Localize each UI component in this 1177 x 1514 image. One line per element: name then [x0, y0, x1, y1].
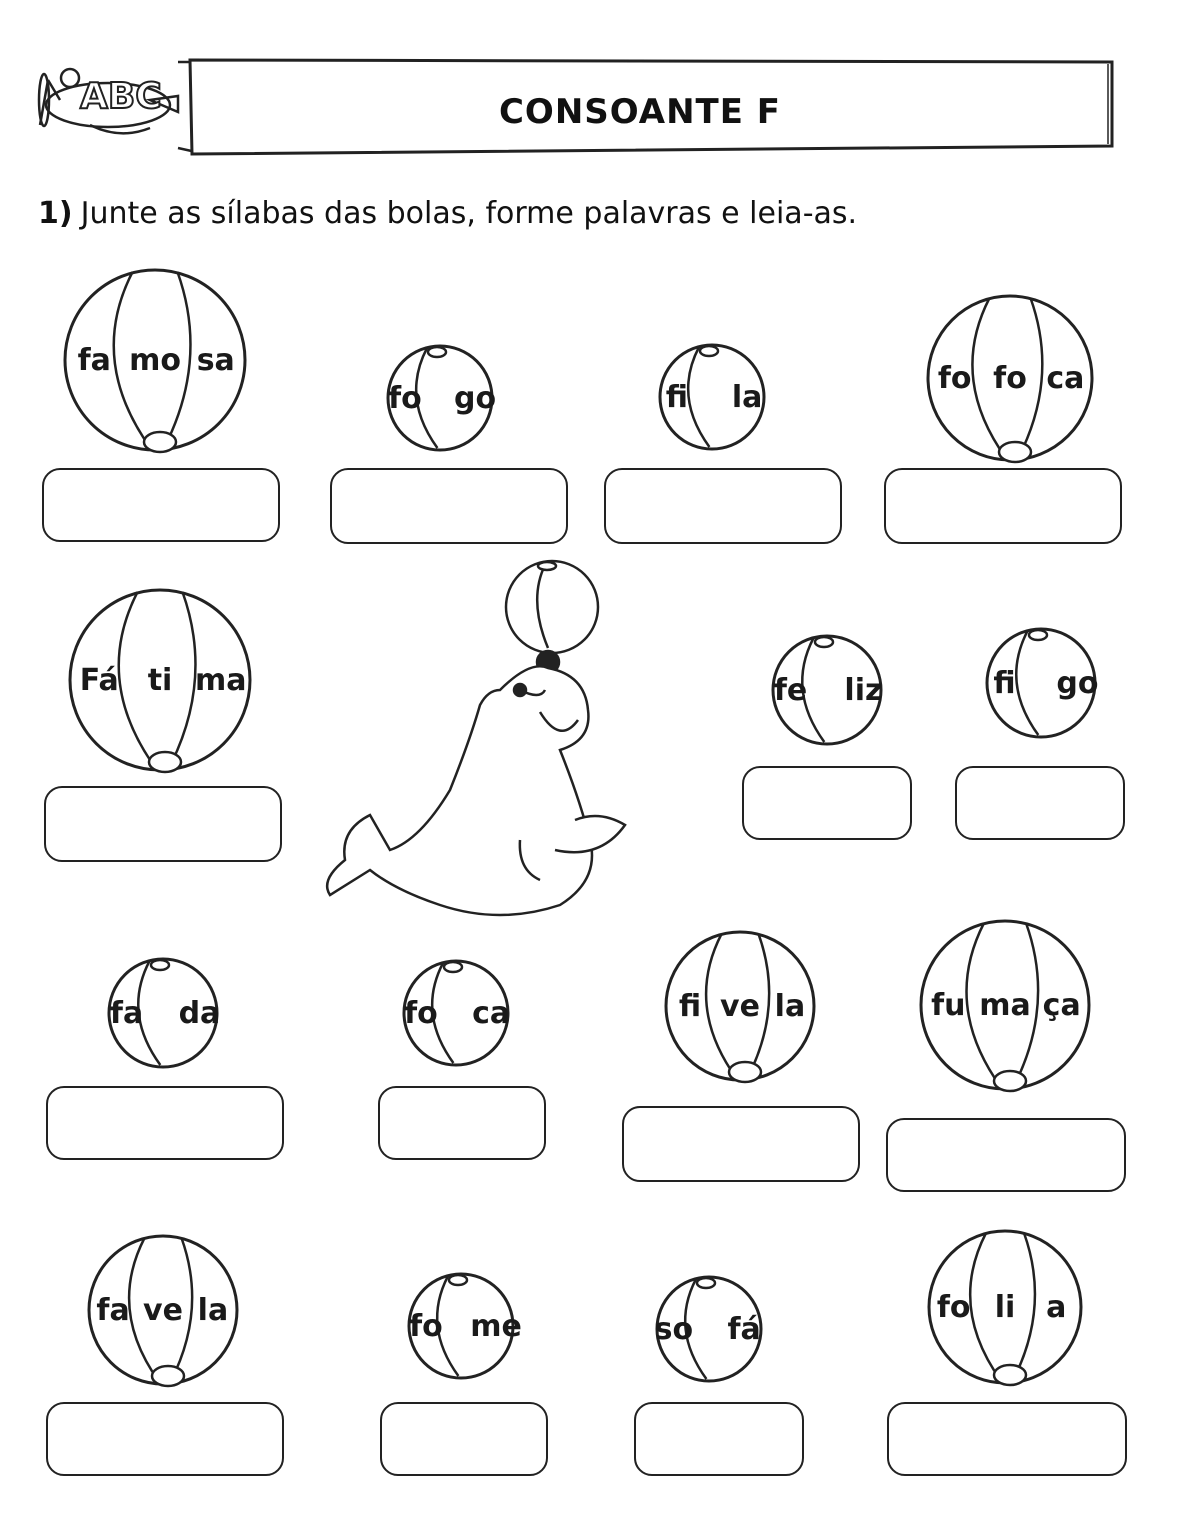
answer-box-famosa[interactable] — [42, 468, 280, 542]
ball-valve — [152, 1366, 184, 1386]
ball-valve — [994, 1071, 1026, 1091]
ball-syllable: li — [994, 1290, 1016, 1325]
answer-box-folia[interactable] — [887, 1402, 1127, 1476]
ball-syllable: go — [1056, 666, 1099, 701]
ball-valve — [994, 1365, 1026, 1385]
answer-box-figo[interactable] — [955, 766, 1125, 840]
ball-syllable: ve — [720, 989, 760, 1024]
ball-syllable: fa — [77, 343, 111, 378]
ball-foca — [404, 961, 510, 1065]
ball-valve — [149, 752, 181, 772]
ball-syllable: fa — [109, 996, 144, 1031]
ball-fivela — [666, 932, 814, 1082]
ball-syllable: ti — [147, 663, 173, 698]
seal-icon — [327, 561, 625, 915]
ball-syllable: fe — [773, 673, 808, 708]
ball-syllable: fo — [388, 381, 422, 416]
instruction-text: Junte as sílabas das bolas, forme palavras e leia-as. — [80, 196, 858, 231]
ball-syllable: Fá — [79, 663, 119, 698]
ball-syllable: fu — [931, 988, 966, 1023]
ball-sofa — [655, 1277, 761, 1381]
ball-syllable: la — [197, 1293, 229, 1328]
ball-syllable: a — [1046, 1290, 1067, 1325]
ball-valve — [815, 637, 833, 647]
answer-box-favela[interactable] — [46, 1402, 284, 1476]
ball-valve — [1029, 630, 1047, 640]
ball-syllable: me — [470, 1309, 522, 1344]
ball-valve — [144, 432, 176, 452]
ball-valve — [449, 1275, 467, 1285]
answer-box-foca[interactable] — [378, 1086, 546, 1160]
ball-syllable: fi — [993, 666, 1016, 701]
answer-box-feliz[interactable] — [742, 766, 912, 840]
ball-syllable: fo — [404, 996, 438, 1031]
page-title: CONSOANTE F — [498, 92, 782, 132]
answer-box-fofoca[interactable] — [884, 468, 1122, 544]
ball-syllable: fá — [727, 1312, 761, 1347]
ball-valve — [700, 346, 718, 356]
answer-box-sofa[interactable] — [634, 1402, 804, 1476]
ball-valve — [697, 1278, 715, 1288]
ball-syllable: fi — [678, 989, 702, 1024]
ball-syllable: fo — [936, 1290, 971, 1325]
exercise-instruction — [38, 196, 857, 231]
ball-fome — [409, 1274, 522, 1378]
answer-box-fivela[interactable] — [622, 1106, 860, 1182]
ball-valve — [444, 962, 462, 972]
ball-syllable: fo — [993, 361, 1027, 396]
ball-feliz — [773, 636, 882, 744]
ball-valve — [428, 347, 446, 357]
ball-syllable: ma — [194, 663, 247, 698]
ball-fogo — [388, 346, 496, 450]
ball-syllable: sa — [196, 343, 235, 378]
answer-box-fila[interactable] — [604, 468, 842, 544]
ball-famosa — [65, 270, 245, 452]
ball-figo — [987, 629, 1098, 737]
ball-syllable: la — [774, 989, 806, 1024]
ball-syllable: fo — [409, 1309, 443, 1344]
ball-syllable: ve — [143, 1293, 183, 1328]
ball-syllable: go — [454, 381, 497, 416]
answer-box-fome[interactable] — [380, 1402, 548, 1476]
ball-syllable: ca — [1046, 361, 1085, 396]
ball-fada — [109, 959, 220, 1067]
ball-valve — [999, 442, 1031, 462]
ball-syllable: la — [731, 380, 763, 415]
ball-syllable: mo — [129, 343, 181, 378]
ball-fofoca — [928, 296, 1092, 462]
logo-letters: ABC — [80, 76, 162, 117]
ball-syllable: liz — [844, 673, 883, 708]
answer-box-fogo[interactable] — [330, 468, 568, 544]
ball-favela — [89, 1236, 237, 1386]
ball-syllable: so — [654, 1312, 694, 1347]
ball-fumaca — [921, 921, 1089, 1091]
ball-syllable: da — [178, 996, 221, 1031]
ball-syllable: ça — [1042, 988, 1081, 1023]
ball-syllable: fi — [665, 380, 689, 415]
answer-box-fumaca[interactable] — [886, 1118, 1126, 1192]
ball-fila — [660, 345, 764, 449]
answer-box-fatima[interactable] — [44, 786, 282, 862]
ball-valve — [151, 960, 169, 970]
answer-box-fada[interactable] — [46, 1086, 284, 1160]
ball-syllable: ca — [472, 996, 511, 1031]
ball-syllable: fa — [96, 1293, 130, 1328]
ball-syllable: ma — [979, 988, 1031, 1023]
ball-syllable: fo — [937, 361, 972, 396]
ball-folia — [929, 1231, 1081, 1385]
exercise-number: 1) — [38, 196, 73, 231]
ball-valve — [729, 1062, 761, 1082]
ball-fatima — [70, 590, 250, 772]
